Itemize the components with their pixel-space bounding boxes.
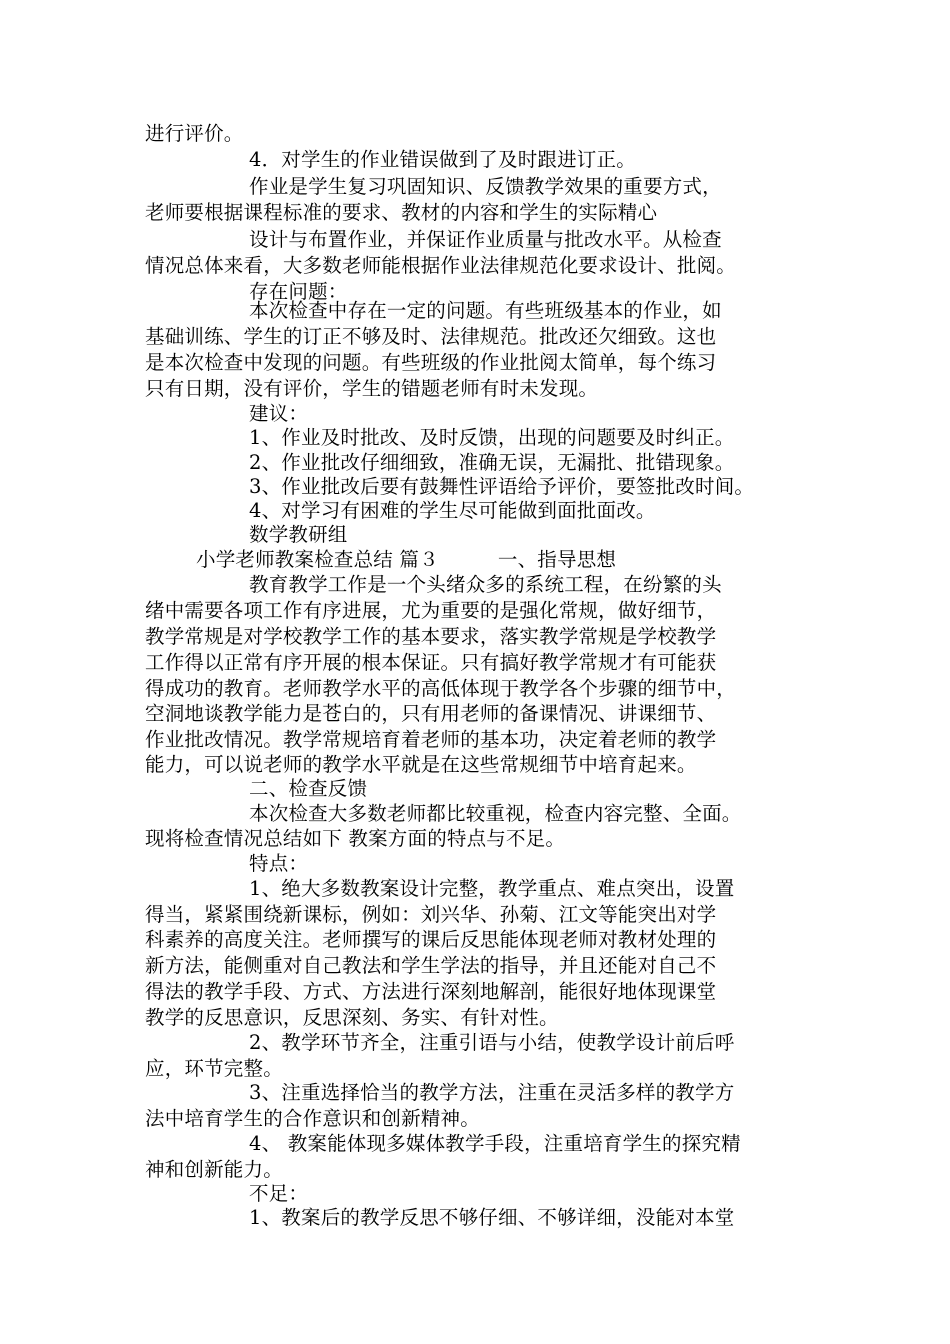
article-title: 小学老师教案检查总结 篇３ 一、指导思想 [196, 548, 617, 571]
signature-line: 数学教研组 [249, 523, 348, 546]
text-line: 新方法，能侧重对自己教法和学生学法的指导，并且还能对自己不 [145, 954, 717, 977]
text-line: 神和创新能力。 [145, 1158, 283, 1181]
text-line: 进行评价。 [145, 122, 244, 145]
list-item: 2、作业批改仔细细致，准确无误，无漏批、批错现象。 [249, 451, 735, 474]
list-item: 3、作业批改后要有鼓舞性评语给予评价，要签批改时间。 [249, 475, 755, 498]
text-line: 是本次检查中发现的问题。有些班级的作业批阅太简单，每个练习 [145, 351, 717, 374]
text-line: 1、绝大多数教案设计完整，教学重点、难点突出，设置 [249, 877, 735, 900]
text-line: 能力，可以说老师的教学水平就是在这些常规细节中培育起来。 [145, 753, 697, 776]
text-line: 4．对学生的作业错误做到了及时跟进订正。 [249, 148, 636, 171]
text-line: 基础训练、学生的订正不够及时、法律规范。批改还欠细致。这也 [145, 325, 717, 348]
text-line: 作业批改情况。教学常规培育着老师的基本功，决定着老师的教学 [145, 728, 717, 751]
text-line: 设计与布置作业，并保证作业质量与批改水平。从检查 [249, 228, 722, 251]
list-item: 1、作业及时批改、及时反馈，出现的问题要及时纠正。 [249, 426, 735, 449]
text-line: 教学常规是对学校教学工作的基本要求，落实教学常规是学校教学 [145, 625, 717, 648]
text-line: 空洞地谈教学能力是苍白的，只有用老师的备课情况、讲课细节、 [145, 702, 717, 725]
section-heading: 存在问题： [249, 280, 348, 303]
text-line: 现将检查情况总结如下 教案方面的特点与不足。 [145, 827, 566, 850]
text-line: 工作得以正常有序开展的根本保证。只有搞好教学常规才有可能获 [145, 651, 717, 674]
text-line: 本次检查大多数老师都比较重视，检查内容完整、全面。 [249, 802, 742, 825]
text-line: 本次检查中存在一定的问题。有些班级基本的作业，如 [249, 299, 722, 322]
text-line: 作业是学生复习巩固知识、反馈教学效果的重要方式， [249, 175, 722, 198]
text-line: 得当，紧紧围绕新课标，例如：刘兴华、孙菊、江文等能突出对学 [145, 903, 717, 926]
text-line: 4、 教案能体现多媒体教学手段，注重培育学生的探究精 [249, 1132, 741, 1155]
list-item: 4、对学习有困难的学生尽可能做到面批面改。 [249, 499, 656, 522]
text-line: 法中培育学生的合作意识和创新精神。 [145, 1107, 480, 1130]
text-line: 1、教案后的教学反思不够仔细、不够详细，没能对本堂 [249, 1206, 735, 1229]
section-heading: 特点： [249, 852, 309, 875]
text-line: 3、注重选择恰当的教学方法，注重在灵活多样的教学方 [249, 1081, 735, 1104]
text-line: 教育教学工作是一个头绪众多的系统工程，在纷繁的头 [249, 573, 722, 596]
section-heading: 不足： [249, 1182, 309, 1205]
text-line: 2、教学环节齐全，注重引语与小结，使教学设计前后呼 [249, 1031, 735, 1054]
text-line: 教学的反思意识，反思深刻、务实、有针对性。 [145, 1006, 559, 1029]
text-line: 应，环节完整。 [145, 1057, 283, 1080]
text-line: 科素养的高度关注。老师撰写的课后反思能体现老师对教材处理的 [145, 928, 717, 951]
text-line: 得法的教学手段、方式、方法进行深刻地解剖，能很好地体现课堂 [145, 980, 717, 1003]
text-line: 情况总体来看，大多数老师能根据作业法律规范化要求设计、批阅。 [145, 254, 737, 277]
text-line: 绪中需要各项工作有序进展，尤为重要的是强化常规，做好细节， [145, 599, 717, 622]
section-heading: 二、检查反馈 [249, 777, 368, 800]
section-heading: 建议： [249, 402, 309, 425]
text-line: 只有日期，没有评价，学生的错题老师有时未发现。 [145, 377, 599, 400]
text-line: 老师要根据课程标准的要求、教材的内容和学生的实际精心 [145, 201, 658, 224]
text-line: 得成功的教育。老师教学水平的高低体现于教学各个步骤的细节中， [145, 677, 737, 700]
